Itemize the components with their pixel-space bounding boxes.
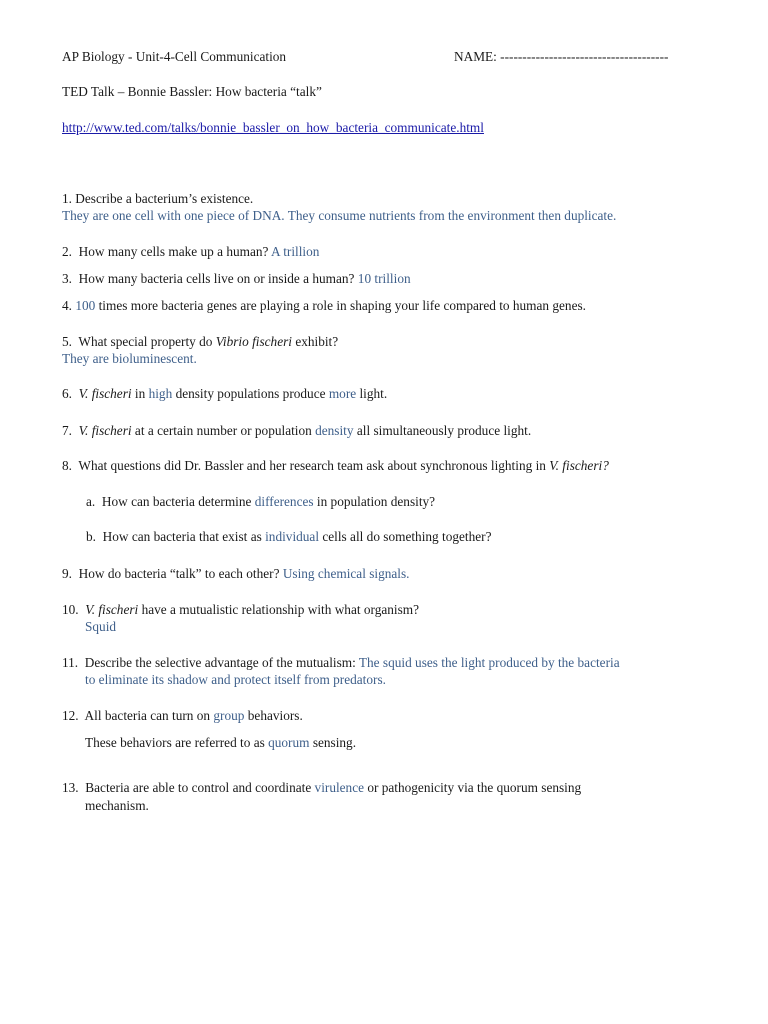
question-13-text-a: Bacteria are able to control and coordinate: [85, 780, 312, 795]
answer-5: They are bioluminescent.: [62, 351, 197, 366]
question-12-text-d: sensing.: [312, 735, 357, 750]
ted-talk-link[interactable]: http://www.ted.com/talks/bonnie_bassler_on_how_bacteria_communicate.html: [62, 120, 484, 135]
question-8: [62, 457, 609, 474]
question-8a-label: a.: [86, 494, 96, 509]
question-8b-label: b.: [86, 529, 96, 544]
question-8b: [86, 528, 491, 545]
question-8a-text-b: in population density?: [316, 494, 436, 509]
question-10-species: V. fischeri: [85, 602, 139, 617]
question-11-number: 11.: [62, 655, 79, 670]
question-8a-text-a: How can bacteria determine: [101, 494, 252, 509]
question-5: [62, 333, 338, 350]
answer-2: A trillion: [271, 244, 320, 259]
question-12-text-a: All bacteria can turn on: [84, 708, 211, 723]
answer-10: Squid: [85, 619, 117, 634]
question-8b-text-b: cells all do something together?: [322, 529, 492, 544]
question-10-text: have a mutualistic relationship with what organism?: [141, 602, 420, 617]
question-5-text-a: What special property do: [78, 334, 213, 349]
answer-12b: quorum: [268, 735, 310, 750]
question-8-number: 8.: [62, 458, 72, 473]
question-6-text-a: in: [134, 386, 146, 401]
question-6-text-b: density populations produce: [175, 386, 326, 401]
answer-11-line-1: The squid uses the light produced by the bacteria: [358, 655, 620, 670]
question-3: [62, 270, 411, 287]
question-8-text: What questions did Dr. Bassler and her research team ask about synchronous lighting in: [78, 458, 546, 473]
question-5-text-b: exhibit?: [295, 334, 339, 349]
question-12-number: 12.: [62, 708, 79, 723]
question-1-text: 1. Describe a bacterium’s existence.: [62, 191, 254, 206]
question-13-continued: mechanism.: [85, 798, 149, 813]
answer-8b: individual: [265, 529, 320, 544]
answer-4: 100: [75, 298, 96, 313]
question-7: [62, 422, 531, 439]
question-2-number: 2.: [62, 244, 72, 259]
answer-11-line-2: to eliminate its shadow and protect itself from predators.: [85, 672, 386, 687]
question-11: [62, 654, 620, 671]
question-8-species: V. fischeri?: [549, 458, 609, 473]
question-7-species: V. fischeri: [78, 423, 132, 438]
question-2-text: How many cells make up a human?: [78, 244, 269, 259]
question-3-text: How many bacteria cells live on or inside a human?: [78, 271, 355, 286]
answer-1: They are one cell with one piece of DNA. They consume nutrients from the environment then duplicate.: [62, 208, 617, 223]
question-3-number: 3.: [62, 271, 72, 286]
answer-13: virulence: [314, 780, 365, 795]
answer-12a: group: [213, 708, 245, 723]
answer-8a: differences: [254, 494, 314, 509]
question-4-number: 4.: [62, 298, 72, 313]
question-8b-text-a: How can bacteria that exist as: [102, 529, 262, 544]
answer-6a: high: [148, 386, 173, 401]
question-12-text-b: behaviors.: [247, 708, 303, 723]
answer-7: density: [315, 423, 354, 438]
question-9: [62, 565, 409, 582]
question-13-text-b: or pathogenicity via the quorum sensing: [367, 780, 582, 795]
question-12-text-c: These behaviors are referred to as: [85, 735, 265, 750]
answer-9: Using chemical signals.: [282, 566, 410, 581]
question-7-text-b: all simultaneously produce light.: [356, 423, 532, 438]
question-5-species: Vibrio fischeri: [215, 334, 292, 349]
question-6: [62, 385, 387, 402]
question-7-text-a: at a certain number or population: [134, 423, 312, 438]
question-4-text: times more bacteria genes are playing a role in shaping your life compared to human genes.: [98, 298, 586, 313]
answer-6b: more: [328, 386, 357, 401]
question-12: [62, 707, 303, 724]
question-4: [62, 297, 586, 314]
answer-3: 10 trillion: [357, 271, 411, 286]
talk-title: TED Talk – Bonnie Bassler: How bacteria “talk”: [62, 84, 322, 99]
question-9-text: How do bacteria “talk” to each other?: [78, 566, 280, 581]
question-10: [62, 601, 419, 618]
question-10-number: 10.: [62, 602, 79, 617]
question-9-number: 9.: [62, 566, 72, 581]
question-7-number: 7.: [62, 423, 72, 438]
question-13: [62, 779, 581, 796]
name-field-label: NAME: --------------------------------------: [454, 49, 669, 64]
question-2: [62, 243, 319, 260]
question-6-number: 6.: [62, 386, 72, 401]
question-13-number: 13.: [62, 780, 79, 795]
question-6-text-c: light.: [359, 386, 388, 401]
question-6-species: V. fischeri: [78, 386, 132, 401]
question-5-number: 5.: [62, 334, 72, 349]
question-1: [62, 190, 253, 207]
course-title: AP Biology - Unit-4-Cell Communication: [62, 49, 287, 64]
question-11-text: Describe the selective advantage of the mutualism:: [84, 655, 356, 670]
question-12-followup: [85, 734, 356, 751]
question-8a: [86, 493, 435, 510]
